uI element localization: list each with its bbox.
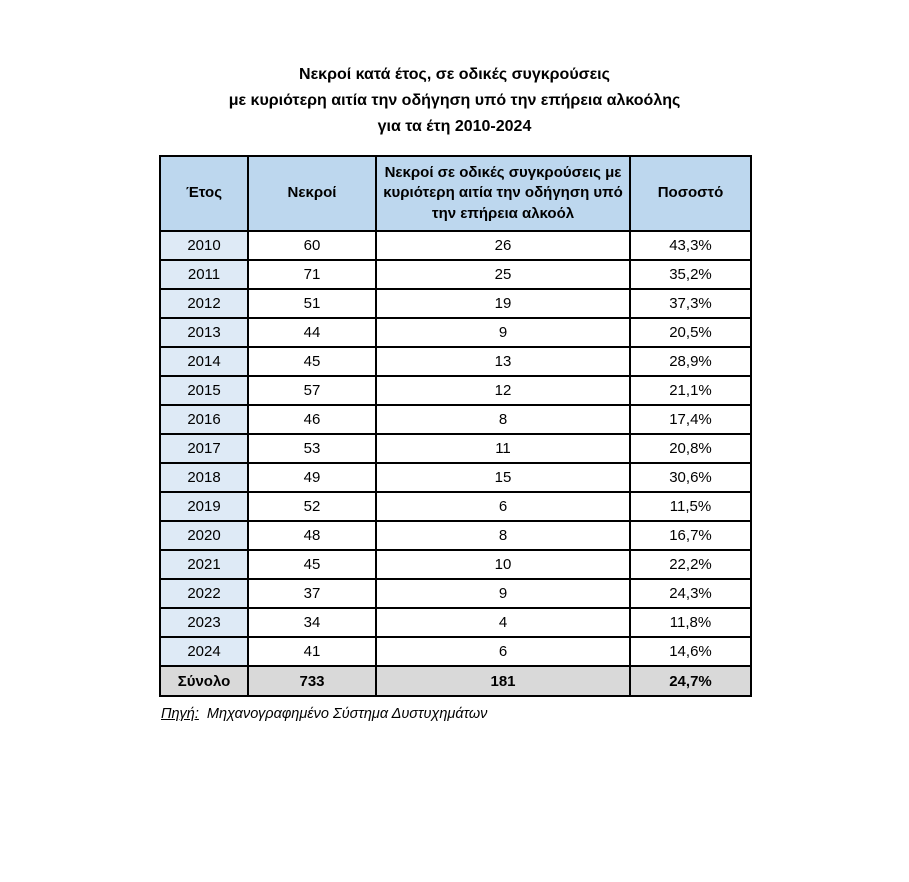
percent-cell: 11,8% [630,608,751,637]
deaths-cell: 46 [248,405,376,434]
title-line-3: για τα έτη 2010-2024 [377,118,532,135]
source-note [159,706,750,722]
alcohol-deaths-cell: 13 [376,347,630,376]
alcohol-deaths-cell: 4 [376,608,630,637]
percent-cell: 21,1% [630,376,751,405]
alcohol-deaths-cell: 11 [376,434,630,463]
table-row [160,405,751,434]
percent-cell: 43,3% [630,231,751,260]
year-cell: 2010 [160,231,248,260]
percent-cell: 28,9% [630,347,751,376]
year-cell: 2020 [160,521,248,550]
total-alcohol-cell: 181 [376,666,630,696]
year-cell: 2018 [160,463,248,492]
table-container [159,155,750,722]
deaths-cell: 48 [248,521,376,550]
column-header-percent: Ποσοστό [630,156,751,231]
deaths-cell: 71 [248,260,376,289]
table-row [160,637,751,666]
deaths-cell: 60 [248,231,376,260]
table-row [160,579,751,608]
year-cell: 2017 [160,434,248,463]
year-cell: 2012 [160,289,248,318]
document-title [0,62,909,140]
total-label-cell: Σύνολο [160,666,248,696]
total-percent-cell: 24,7% [630,666,751,696]
title-line-1: Νεκροί κατά έτος, σε οδικές συγκρούσεις [299,66,610,83]
table-body [160,231,751,666]
table-row [160,260,751,289]
percent-cell: 22,2% [630,550,751,579]
table-row [160,347,751,376]
table-row [160,521,751,550]
percent-cell: 30,6% [630,463,751,492]
total-deaths-cell: 733 [248,666,376,696]
year-cell: 2021 [160,550,248,579]
title-line-2: με κυριότερη αιτία την οδήγηση υπό την επήρεια αλκοόλης [228,92,681,109]
alcohol-deaths-cell: 8 [376,521,630,550]
year-cell: 2022 [160,579,248,608]
alcohol-deaths-cell: 6 [376,637,630,666]
percent-cell: 35,2% [630,260,751,289]
percent-cell: 17,4% [630,405,751,434]
source-label: Πηγή: [161,706,199,722]
deaths-cell: 37 [248,579,376,608]
deaths-cell: 51 [248,289,376,318]
column-header-year: Έτος [160,156,248,231]
deaths-cell: 52 [248,492,376,521]
percent-cell: 14,6% [630,637,751,666]
total-row [160,666,751,696]
year-cell: 2024 [160,637,248,666]
table-row [160,289,751,318]
table-row [160,318,751,347]
percent-cell: 11,5% [630,492,751,521]
deaths-cell: 53 [248,434,376,463]
alcohol-deaths-cell: 9 [376,579,630,608]
year-cell: 2014 [160,347,248,376]
percent-cell: 20,5% [630,318,751,347]
percent-cell: 24,3% [630,579,751,608]
deaths-cell: 45 [248,550,376,579]
deaths-cell: 34 [248,608,376,637]
alcohol-deaths-cell: 10 [376,550,630,579]
table-row [160,492,751,521]
deaths-cell: 57 [248,376,376,405]
year-cell: 2011 [160,260,248,289]
year-cell: 2013 [160,318,248,347]
source-text: Μηχανογραφημένο Σύστημα Δυστυχημάτων [206,706,488,722]
percent-cell: 16,7% [630,521,751,550]
alcohol-deaths-cell: 15 [376,463,630,492]
percent-cell: 37,3% [630,289,751,318]
year-cell: 2019 [160,492,248,521]
alcohol-deaths-cell: 8 [376,405,630,434]
year-cell: 2016 [160,405,248,434]
alcohol-deaths-cell: 12 [376,376,630,405]
deaths-cell: 44 [248,318,376,347]
alcohol-deaths-cell: 25 [376,260,630,289]
alcohol-deaths-cell: 19 [376,289,630,318]
table-header-row [160,156,751,231]
table-row [160,463,751,492]
table-row [160,550,751,579]
fatalities-table [159,155,752,697]
percent-cell: 20,8% [630,434,751,463]
table-row [160,376,751,405]
table-row [160,608,751,637]
alcohol-deaths-cell: 6 [376,492,630,521]
year-cell: 2023 [160,608,248,637]
column-header-alcohol: Νεκροί σε οδικές συγκρούσεις με κυριότερη αιτία την οδήγηση υπό την επήρεια αλκοόλ [376,156,630,231]
year-cell: 2015 [160,376,248,405]
alcohol-deaths-cell: 9 [376,318,630,347]
deaths-cell: 49 [248,463,376,492]
deaths-cell: 45 [248,347,376,376]
deaths-cell: 41 [248,637,376,666]
table-row [160,231,751,260]
column-header-deaths: Νεκροί [248,156,376,231]
table-row [160,434,751,463]
alcohol-deaths-cell: 26 [376,231,630,260]
